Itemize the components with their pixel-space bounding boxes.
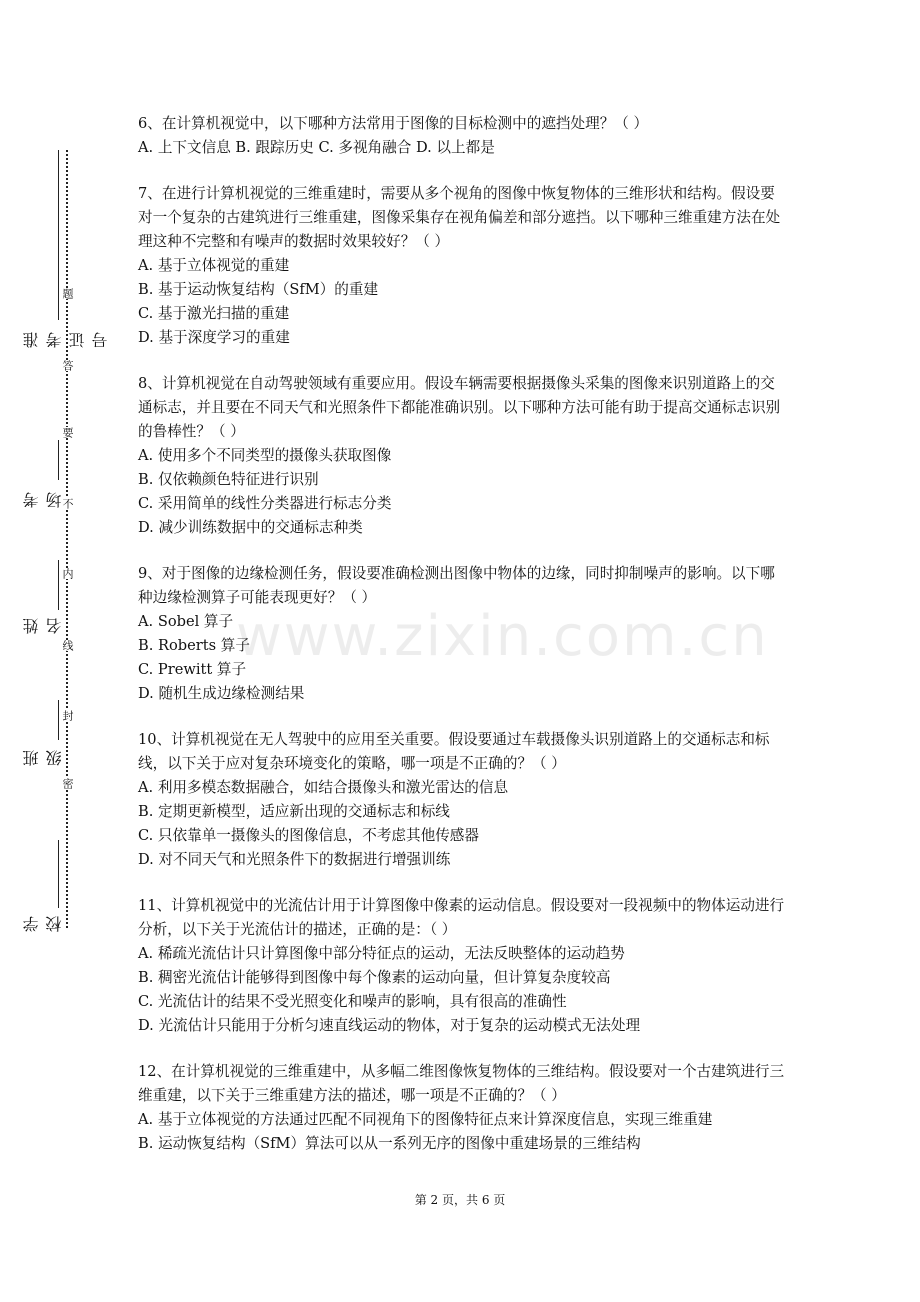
option-b: B. 仅依赖颜色特征进行识别 xyxy=(138,471,319,488)
option-a: A. 利用多模态数据融合，如结合摄像头和激光雷达的信息 xyxy=(138,779,509,796)
question-12 xyxy=(138,1060,788,1156)
option-d: D. 对不同天气和光照条件下的数据进行增强训练 xyxy=(138,851,451,868)
option-d: D. 基于深度学习的重建 xyxy=(138,329,290,346)
question-9 xyxy=(138,562,788,706)
field-label: 考场 xyxy=(22,490,64,508)
field-label: 学校 xyxy=(22,914,64,932)
option-c: C. 只依靠单一摄像头的图像信息，不考虑其他传感器 xyxy=(138,827,479,844)
question-stem: 7、在进行计算机视觉的三维重建时，需要从多个视角的图像中恢复物体的三维形状和结构。假设要对一个复杂的古建筑进行三维重建，图像采集存在视角偏差和部分遮挡。以下哪种三维重建方法在处理这种不完整和有噪声的数据时效果较好？（ ） xyxy=(138,185,781,250)
field-label: 准考证号 xyxy=(22,330,110,348)
seal-char: 答 xyxy=(58,360,74,371)
option-a: A. Sobel 算子 xyxy=(138,613,234,630)
question-stem: 8、计算机视觉在自动驾驶领域有重要应用。假设车辆需要根据摄像头采集的图像来识别道路上的交通标志，并且要在不同天气和光照条件下都能准确识别。以下哪种方法可能有助于提高交通标志识别的鲁棒性？（ ） xyxy=(138,375,781,440)
question-7 xyxy=(138,182,788,350)
option-b: B. 运动恢复结构（SfM）算法可以从一系列无序的图像中重建场景的三维结构 xyxy=(138,1135,641,1152)
question-11 xyxy=(138,894,788,1038)
option-a: A. 使用多个不同类型的摄像头获取图像 xyxy=(138,447,392,464)
field-label: 姓名 xyxy=(22,616,64,634)
field-underline xyxy=(58,440,59,480)
field-underline xyxy=(58,840,59,908)
field-underline xyxy=(58,700,59,740)
option-b: B. 基于运动恢复结构（SfM）的重建 xyxy=(138,281,379,298)
seal-char: 内 xyxy=(58,568,74,579)
option-c: C. Prewitt 算子 xyxy=(138,661,247,678)
seal-char: 线 xyxy=(58,640,74,651)
seal-char: 要 xyxy=(58,427,74,438)
question-stem: 9、对于图像的边缘检测任务，假设要准确检测出图像中物体的边缘，同时抑制噪声的影响。以下哪种边缘检测算子可能表现更好？（ ） xyxy=(138,565,775,606)
option-d: D. 随机生成边缘检测结果 xyxy=(138,685,305,702)
question-options-inline: A. 上下文信息 B. 跟踪历史 C. 多视角融合 D. 以上都是 xyxy=(138,139,495,156)
option-c: C. 基于激光扫描的重建 xyxy=(138,305,290,322)
option-d: D. 光流估计只能用于分析匀速直线运动的物体，对于复杂的运动模式无法处理 xyxy=(138,1017,641,1034)
seal-char: 封 xyxy=(58,710,74,721)
page-footer: 第 2 页，共 6 页 xyxy=(414,1193,506,1207)
watermark: www.zixin.com.cn xyxy=(236,604,769,669)
option-d: D. 减少训练数据中的交通标志种类 xyxy=(138,519,363,536)
option-a: A. 基于立体视觉的重建 xyxy=(138,257,290,274)
question-stem: 6、在计算机视觉中，以下哪种方法常用于图像的目标检测中的遮挡处理？（ ） xyxy=(138,115,649,132)
binding-margin xyxy=(0,0,110,1302)
question-stem: 12、在计算机视觉的三维重建中，从多幅二维图像恢复物体的三维结构。假设要对一个古建筑进行三维重建，以下关于三维重建方法的描述，哪一项是不正确的？（ ） xyxy=(138,1063,785,1104)
option-c: C. 光流估计的结果不受光照变化和噪声的影响，具有很高的准确性 xyxy=(138,993,567,1010)
option-b: B. 定期更新模型，适应新出现的交通标志和标线 xyxy=(138,803,450,820)
field-underline xyxy=(58,150,59,320)
option-b: B. Roberts 算子 xyxy=(138,637,250,654)
question-6 xyxy=(138,112,788,160)
field-label: 班级 xyxy=(22,748,64,766)
seal-char: 题 xyxy=(58,288,74,299)
question-list xyxy=(138,112,788,1178)
option-c: C. 采用简单的线性分类器进行标志分类 xyxy=(138,495,392,512)
question-10 xyxy=(138,728,788,872)
option-a: A. 稀疏光流估计只计算图像中部分特征点的运动，无法反映整体的运动趋势 xyxy=(138,945,625,962)
seal-char: 不 xyxy=(58,498,74,509)
seal-char: 密 xyxy=(58,778,74,789)
question-stem: 11、计算机视觉中的光流估计用于计算图像中像素的运动信息。假设要对一段视频中的物体运动进行分析，以下关于光流估计的描述，正确的是：（ ） xyxy=(138,897,785,938)
option-a: A. 基于立体视觉的方法通过匹配不同视角下的图像特征点来计算深度信息，实现三维重建 xyxy=(138,1111,713,1128)
seal-dotted-line xyxy=(66,150,68,928)
question-8 xyxy=(138,372,788,540)
field-underline xyxy=(58,560,59,610)
option-b: B. 稠密光流估计能够得到图像中每个像素的运动向量，但计算复杂度较高 xyxy=(138,969,611,986)
question-stem: 10、计算机视觉在无人驾驶中的应用至关重要。假设要通过车载摄像头识别道路上的交通标志和标线，以下关于应对复杂环境变化的策略，哪一项是不正确的？（ ） xyxy=(138,731,770,772)
